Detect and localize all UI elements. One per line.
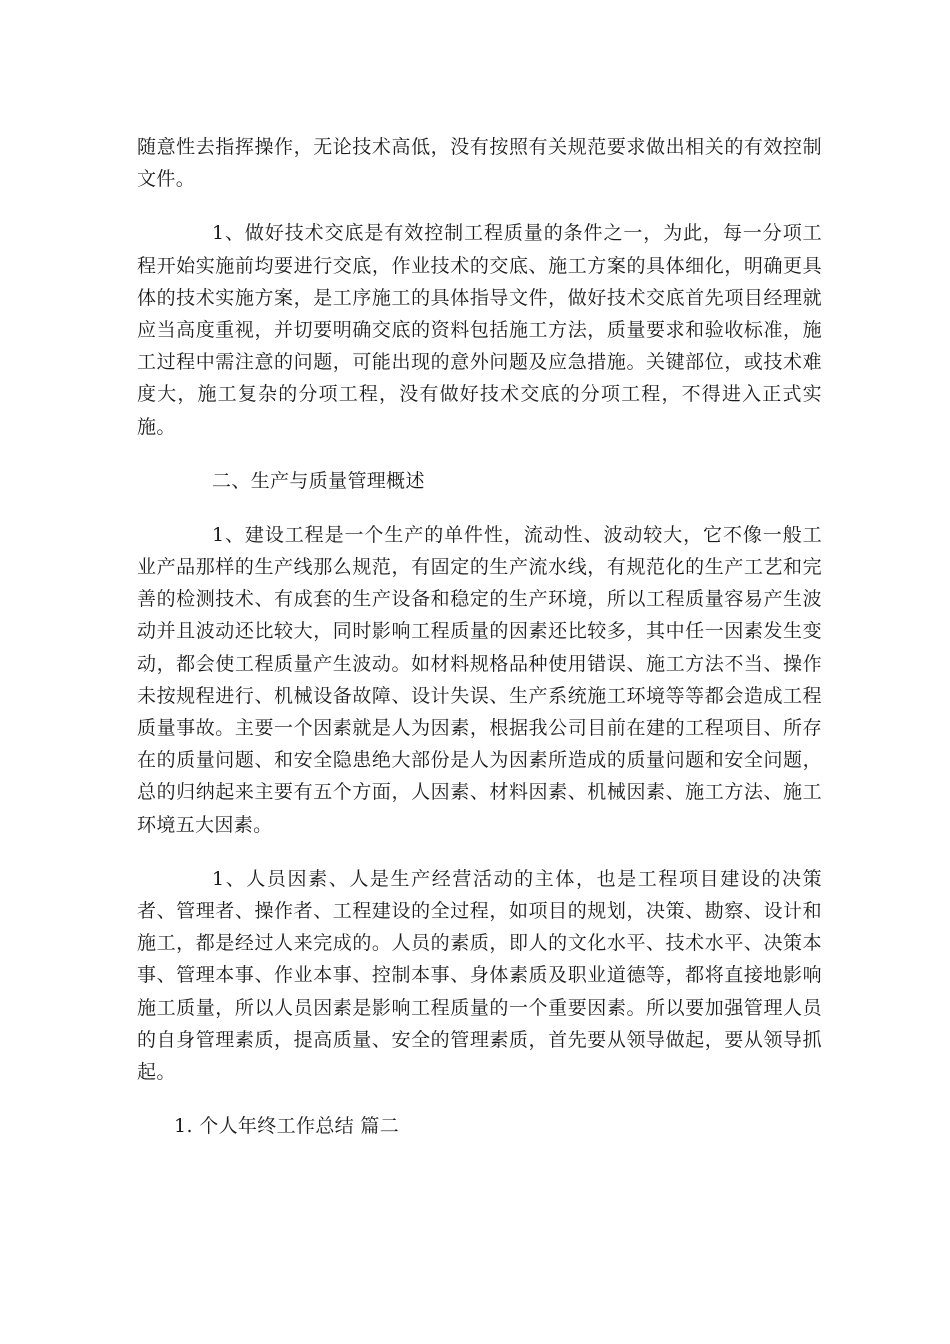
paragraph-continuation: 随意性去指挥操作，无论技术高低，没有按照有关规范要求做出相关的有效控制文件。 <box>137 136 822 191</box>
paragraph-production-quality: 1、建设工程是一个生产的单件性，流动性、波动较大，它不像一般工业产品那样的生产线那么规范，有固定的生产流水线，有规范化的生产工艺和完善的检测技术、有成套的生产设备和稳定的生产环境，所以工程质量容易产生波动并且波动还比较大，同时影响工程质量的因素还比较多，其中任一因素发生变动，都会使工程质量产生波动。如材料规格品种使用错误、施工方法不当、操作未按规程进行、机械设备故障、设计失误、生产系统施工环境等等都会造成工程质量事故。主要一个因素就是人为因素，根据我公司目前在建的工程项目、所存在的质量问题、和安全隐患绝大部份是人为因素所造成的质量问题和安全问题，总的归纳起来主要有五个方面，人因素、材料因素、机械因素、施工方法、施工环境五大因素。 <box>137 523 822 836</box>
paragraph-gap <box>137 841 822 863</box>
paragraph-technical-briefing: 1、做好技术交底是有效控制工程质量的条件之一，为此，每一分项工程开始实施前均要进行交底，作业技术的交底、施工方案的具体细化，明确更具体的技术实施方案，是工序施工的具体指导文件，做好技术交底首先项目经理就应当高度重视，并切要明确交底的资料包括施工方法，质量要求和验收标准，施工过程中需注意的问题，可能出现的意外问题及应急措施。关键部位，或技术难度大，施工复杂的分项工程，没有做好技术交底的分项工程，不得进入正式实施。 <box>137 222 822 438</box>
paragraph-gap <box>137 443 822 465</box>
next-section-title: 1. 个人年终工作总结 篇二 <box>174 1115 400 1138</box>
paragraph-personnel-factors: 1、人员因素、人是生产经营活动的主体，也是工程项目建设的决策者、管理者、操作者、工程建设的全过程，如项目的规划，决策、勘察、设计和施工，都是经过人来完成的。人员的素质，即人的文化水平、技术水平、决策本事、管理本事、作业本事、控制本事、身体素质及职业道德等，都将直接地影响施工质量，所以人员因素是影响工程质量的一个重要因素。所以要加强管理人员的自身管理素质，提高质量、安全的管理素质，首先要从领导做起，要从领导抓起。 <box>137 867 822 1084</box>
section-heading: 二、生产与质量管理概述 <box>212 469 425 492</box>
paragraph-gap <box>137 195 822 217</box>
paragraph-gap <box>137 1088 822 1110</box>
document-body <box>137 131 822 1142</box>
paragraph-gap <box>137 497 822 519</box>
